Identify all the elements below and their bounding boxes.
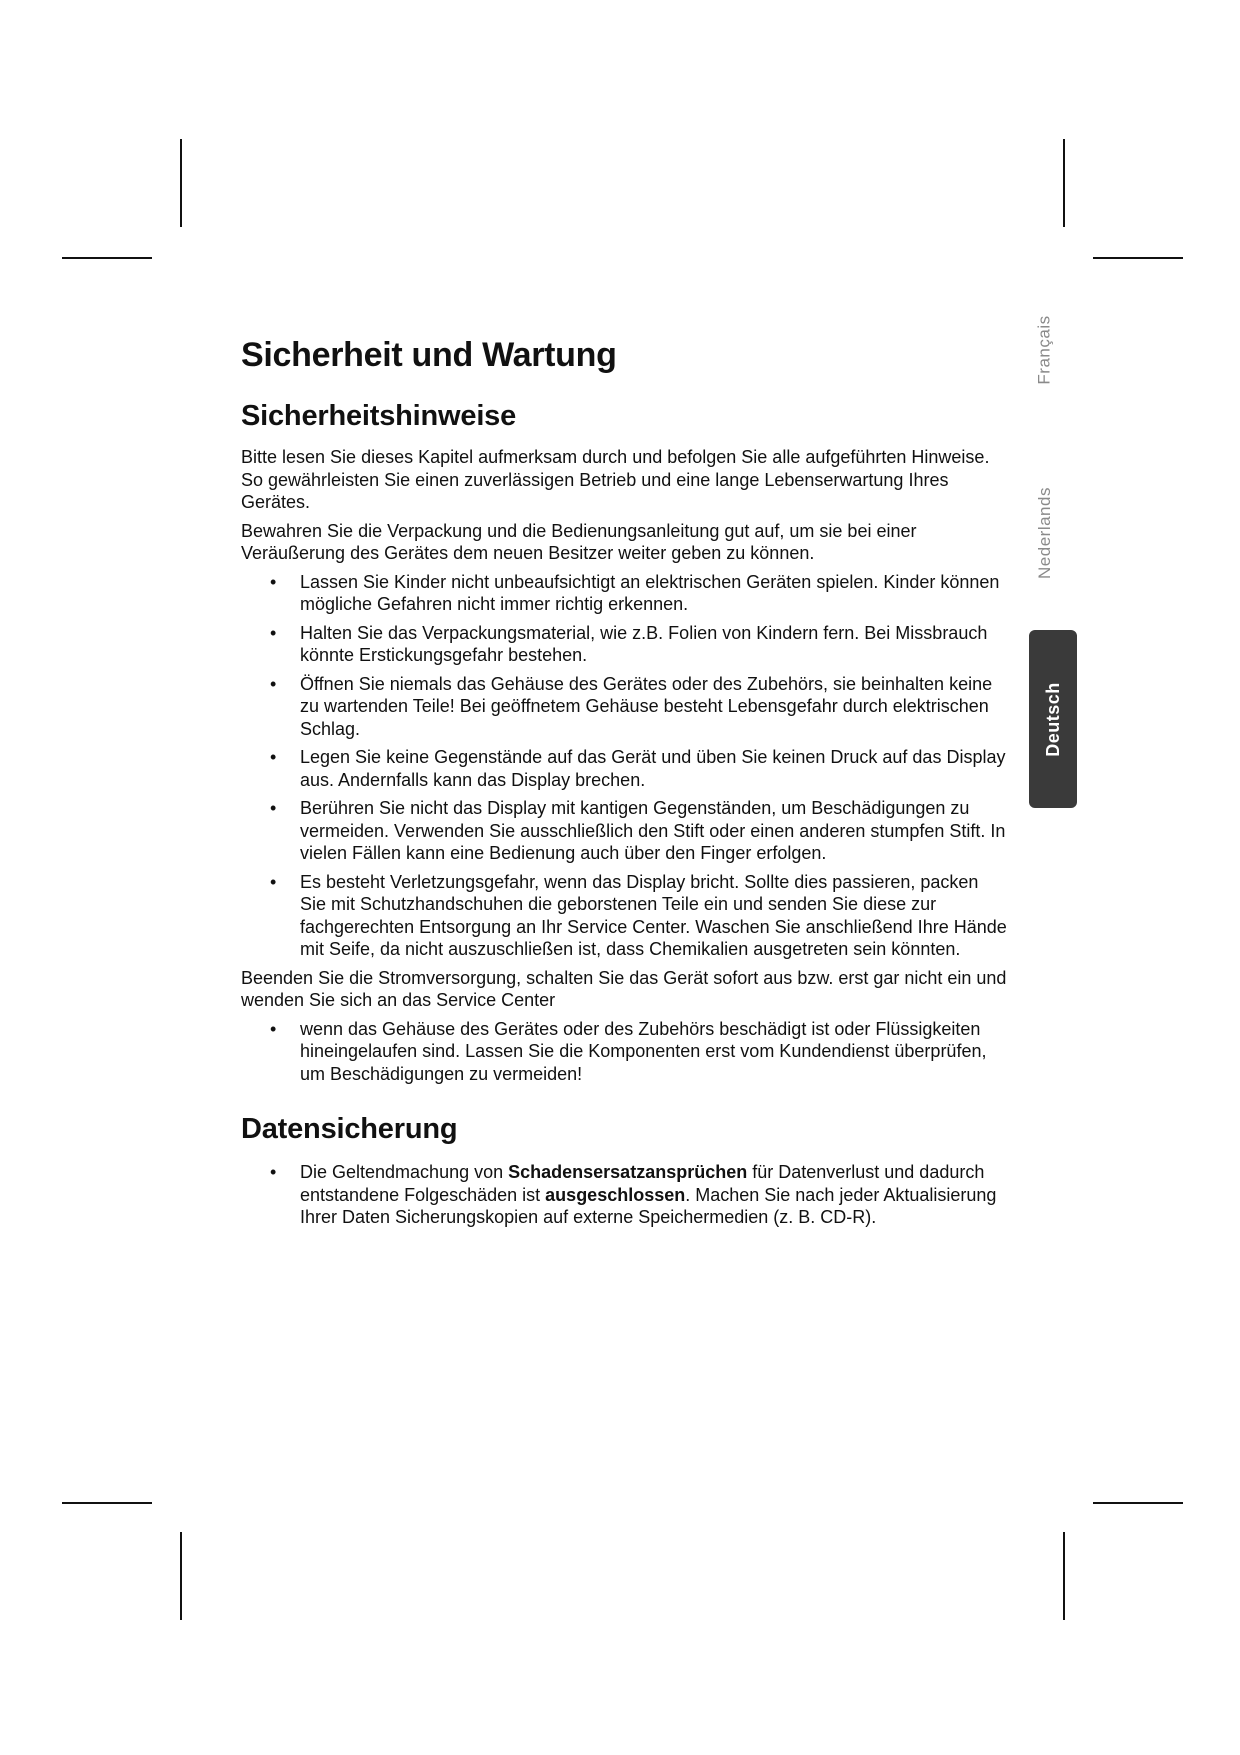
- list-item-text: Halten Sie das Verpackungsmaterial, wie z.B. Folien von Kindern fern. Bei Missbrauch könnte Erstickungsgefahr bestehen.: [300, 622, 988, 665]
- bullet-icon: •: [270, 798, 277, 818]
- list-item: [241, 797, 1009, 865]
- data-backup-bullet-list: [241, 1161, 1009, 1229]
- section-heading-datensicherung: Datensicherung: [241, 1113, 458, 1145]
- intro-paragraph-1: Bitte lesen Sie dieses Kapitel aufmerksam durch und befolgen Sie alle aufgeführten Hinweise. So gewährleisten Sie einen zuverlässigen Betrieb und eine lange Lebenserwartung Ihres Gerätes.: [241, 447, 990, 512]
- bullet-icon: •: [270, 871, 277, 892]
- list-item: [241, 571, 1009, 616]
- text-run: Die Geltendmachung von: [300, 1162, 509, 1182]
- power-off-bullet-list: [241, 1018, 1009, 1086]
- section-heading-sicherheitshinweise: Sicherheitshinweise: [241, 400, 517, 432]
- list-item: [241, 1018, 1009, 1086]
- bold-term-schadensersatz: Schadensersatzansprüchen: [508, 1162, 748, 1182]
- list-item-text: Es besteht Verletzungsgefahr, wenn das Display bricht. Sollte dies passieren, packen Sie mit Schutzhandschuhen die geborstenen Teile ein und senden Sie diese zur fachgerechten Entsorgung an Ihr Service Center. Waschen Sie anschließend Ihre Hände mit Seife, da nicht auszuschließen ist, dass Chemikalien ausgetreten sein könnten.: [300, 871, 1007, 959]
- list-item-text: Lassen Sie Kinder nicht unbeaufsichtigt an elektrischen Geräten spielen. Kinder können mögliche Gefahren nicht immer richtig erkennen.: [300, 571, 1000, 614]
- crop-mark-top-left-horizontal: [62, 257, 152, 259]
- text-run: für Datenverlust und dadurch entstandene Folgeschäden ist: [300, 1162, 985, 1205]
- crop-mark-bottom-right-vertical: [1063, 1532, 1065, 1620]
- bullet-icon: •: [270, 673, 277, 694]
- list-item: [241, 746, 1009, 791]
- bullet-icon: •: [270, 1162, 277, 1182]
- page-title: Sicherheit und Wartung: [241, 336, 617, 374]
- bullet-icon: •: [270, 571, 277, 592]
- list-item: [241, 673, 1009, 741]
- tab-francais[interactable]: [1021, 300, 1069, 400]
- tab-francais-label: Français: [1035, 315, 1054, 385]
- bold-term-ausgeschlossen: ausgeschlossen: [545, 1184, 686, 1205]
- list-item-text: [300, 1162, 996, 1227]
- list-item: [241, 871, 1009, 961]
- crop-mark-bottom-left-horizontal: [62, 1502, 152, 1504]
- crop-mark-top-right-vertical: [1063, 139, 1065, 227]
- list-item: [241, 622, 1009, 667]
- tab-nederlands-label: Nederlands: [1035, 487, 1055, 579]
- tab-deutsch[interactable]: [1029, 630, 1077, 808]
- intro-paragraph-2: Bewahren Sie die Verpackung und die Bedienungsanleitung gut auf, um sie bei einer Veräußerung des Gerätes dem neuen Besitzer weiter geben zu können.: [241, 520, 917, 563]
- list-item-text: wenn das Gehäuse des Gerätes oder des Zubehörs beschädigt ist oder Flüssigkeiten hineingelaufen sind. Lassen Sie die Komponenten erst vom Kundendienst überprüfen, um Beschädigungen zu vermeiden!: [300, 1018, 987, 1084]
- tab-deutsch-label: Deutsch: [1042, 681, 1063, 757]
- bullet-icon: •: [270, 622, 277, 643]
- bullet-icon: •: [270, 747, 277, 767]
- text-run: . Machen Sie nach jeder Aktualisierung Ihrer Daten Sicherungskopien auf externe Speichermedien (z. B. CD-R).: [300, 1184, 997, 1227]
- document-body: [241, 334, 1009, 1235]
- crop-mark-top-right-horizontal: [1093, 257, 1183, 259]
- safety-bullet-list: [241, 571, 1009, 961]
- list-item-text: Berühren Sie nicht das Display mit kantigen Gegenständen, um Beschädigungen zu vermeiden. Verwenden Sie ausschließlich den Stift oder einen anderen stumpfen Stift. In vielen Fällen kann eine Bedienung auch über den Finger erfolgen.: [300, 798, 1006, 863]
- list-item-text: Legen Sie keine Gegenstände auf das Gerät und üben Sie keinen Druck auf das Display aus. Andernfalls kann das Display brechen.: [300, 747, 1006, 790]
- list-item-text: Öffnen Sie niemals das Gehäuse des Gerätes oder des Zubehörs, sie beinhalten keine zu wartenden Teile! Bei geöffnetem Gehäuse besteht Lebensgefahr durch elektrischen Schlag.: [300, 673, 993, 739]
- crop-mark-top-left-vertical: [180, 139, 182, 227]
- crop-mark-bottom-right-horizontal: [1093, 1502, 1183, 1504]
- crop-mark-bottom-left-vertical: [180, 1532, 182, 1620]
- outro-paragraph: Beenden Sie die Stromversorgung, schalten Sie das Gerät sofort aus bzw. erst gar nicht ein und wenden Sie sich an das Service Center: [241, 967, 1007, 1010]
- list-item: [241, 1161, 1009, 1229]
- bullet-icon: •: [270, 1018, 277, 1039]
- tab-nederlands[interactable]: [1021, 468, 1069, 598]
